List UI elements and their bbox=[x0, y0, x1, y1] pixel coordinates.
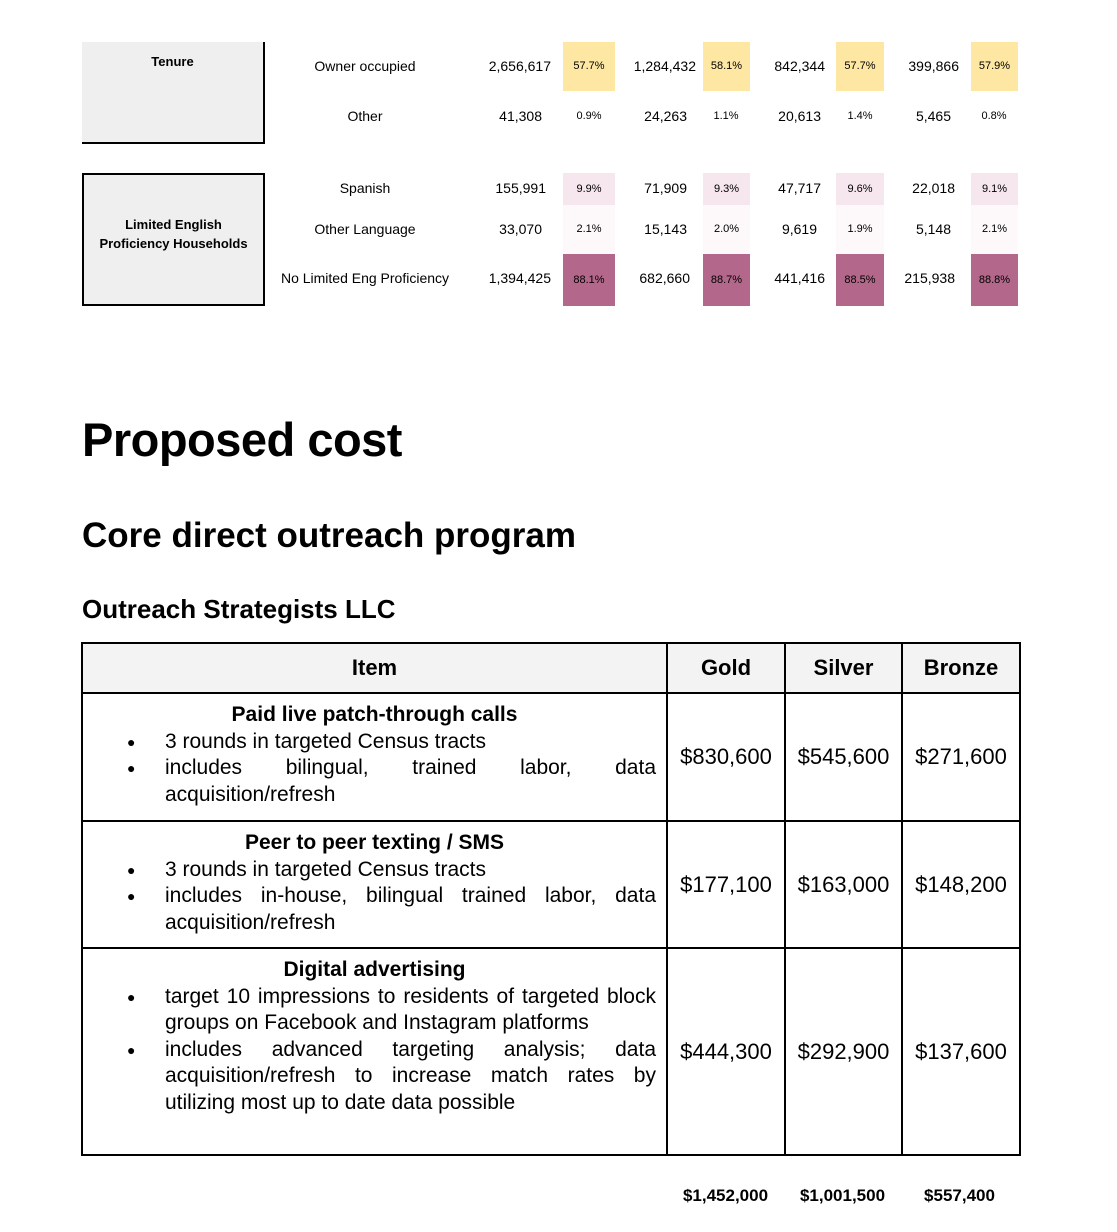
page-title: Proposed cost bbox=[82, 413, 402, 466]
row-label: Owner occupied bbox=[314, 58, 416, 74]
header-item: Item bbox=[82, 643, 667, 693]
count-cell: 22,018 bbox=[912, 180, 955, 196]
row-label: No Limited Eng Proficiency bbox=[280, 270, 450, 286]
count-cell: 15,143 bbox=[644, 221, 687, 237]
count-cell: 2,656,617 bbox=[488, 58, 551, 74]
count-cell: 682,660 bbox=[639, 270, 690, 286]
count-cell: 33,070 bbox=[499, 221, 542, 237]
item-cell bbox=[82, 948, 667, 1155]
total-gold: $1,452,000 bbox=[682, 1186, 769, 1205]
percent-cell: 88.1% bbox=[563, 254, 615, 306]
percent-cell: 9.6% bbox=[836, 173, 884, 205]
row-label: Other bbox=[347, 108, 383, 124]
count-cell: 9,619 bbox=[781, 221, 817, 237]
bronze-price: $271,600 bbox=[902, 693, 1020, 821]
percent-cell: 57.7% bbox=[563, 42, 615, 91]
gold-price: $444,300 bbox=[667, 948, 785, 1155]
percent-cell: 2.0% bbox=[703, 205, 750, 254]
count-cell: 1,284,432 bbox=[633, 58, 696, 74]
vendor-heading: Outreach Strategists LLC bbox=[82, 594, 396, 624]
lep-category-label-line2: Proficiency Households bbox=[99, 236, 248, 251]
item-bullets bbox=[93, 857, 656, 937]
percent-cell: 0.9% bbox=[576, 110, 602, 122]
lep-category-label-line1: Limited English bbox=[125, 217, 222, 232]
percent-cell: 0.8% bbox=[981, 110, 1007, 122]
header-silver: Silver bbox=[785, 643, 902, 693]
total-bronze: $557,400 bbox=[924, 1186, 995, 1205]
tenure-category-box bbox=[82, 42, 265, 144]
silver-price: $163,000 bbox=[785, 821, 902, 948]
count-cell: 24,263 bbox=[644, 108, 687, 124]
table-header-row bbox=[82, 643, 1020, 693]
table-row bbox=[82, 693, 1020, 821]
count-cell: 47,717 bbox=[778, 180, 821, 196]
bullet: ● 3 rounds in targeted Census tracts bbox=[165, 729, 656, 756]
percent-cell: 9.3% bbox=[703, 173, 750, 205]
percent-cell: 88.8% bbox=[971, 254, 1018, 306]
bullet: ● includes advanced targeting analysis; data acquisition/refresh to increase match rates by utilizing most up to date data possible bbox=[165, 1037, 656, 1117]
table-row bbox=[82, 948, 1020, 1155]
count-cell: 842,344 bbox=[774, 58, 825, 74]
row-label: Other Language bbox=[314, 221, 416, 237]
percent-cell: 9.9% bbox=[563, 173, 615, 205]
gold-price: $830,600 bbox=[667, 693, 785, 821]
silver-price: $545,600 bbox=[785, 693, 902, 821]
count-cell: 155,991 bbox=[495, 180, 546, 196]
bullet: ● includes bilingual, trained labor, data acquisition/refresh bbox=[165, 755, 656, 808]
item-title: Digital advertising bbox=[283, 958, 466, 981]
bullet: ● 3 rounds in targeted Census tracts bbox=[165, 857, 656, 884]
percent-cell: 1.1% bbox=[713, 110, 739, 122]
bronze-price: $148,200 bbox=[902, 821, 1020, 948]
tenure-category-label: Tenure bbox=[151, 54, 194, 69]
count-cell: 5,148 bbox=[915, 221, 951, 237]
percent-cell: 9.1% bbox=[971, 173, 1018, 205]
silver-price: $292,900 bbox=[785, 948, 902, 1155]
percent-cell: 1.4% bbox=[847, 110, 873, 122]
count-cell: 399,866 bbox=[908, 58, 959, 74]
count-cell: 41,308 bbox=[499, 108, 542, 124]
count-cell: 71,909 bbox=[644, 180, 687, 196]
item-title: Paid live patch-through calls bbox=[231, 703, 518, 726]
count-cell: 20,613 bbox=[778, 108, 821, 124]
percent-cell: 2.1% bbox=[563, 205, 615, 254]
item-cell bbox=[82, 693, 667, 821]
percent-cell: 1.9% bbox=[836, 205, 884, 254]
percent-cell: 2.1% bbox=[971, 205, 1018, 254]
header-bronze: Bronze bbox=[902, 643, 1020, 693]
percent-cell: 57.7% bbox=[836, 42, 884, 91]
item-bullets bbox=[93, 984, 656, 1117]
section-heading: Core direct outreach program bbox=[82, 516, 576, 555]
item-cell bbox=[82, 821, 667, 948]
cost-table bbox=[81, 642, 1021, 1156]
total-silver: $1,001,500 bbox=[799, 1186, 886, 1205]
gold-price: $177,100 bbox=[667, 821, 785, 948]
percent-cell: 57.9% bbox=[971, 42, 1018, 91]
item-bullets bbox=[93, 729, 656, 809]
bullet: ● includes in-house, bilingual trained labor, data acquisition/refresh bbox=[165, 883, 656, 936]
header-gold: Gold bbox=[667, 643, 785, 693]
lep-category-box bbox=[82, 173, 265, 306]
count-cell: 5,465 bbox=[915, 108, 951, 124]
table-row bbox=[82, 821, 1020, 948]
item-title: Peer to peer texting / SMS bbox=[244, 831, 505, 854]
percent-cell: 58.1% bbox=[703, 42, 750, 91]
count-cell: 215,938 bbox=[904, 270, 955, 286]
bullet: ● target 10 impressions to residents of targeted block groups on Facebook and Instagram platforms bbox=[165, 984, 656, 1037]
row-label: Spanish bbox=[339, 180, 391, 196]
percent-cell: 88.7% bbox=[703, 254, 750, 306]
count-cell: 441,416 bbox=[774, 270, 825, 286]
bronze-price: $137,600 bbox=[902, 948, 1020, 1155]
percent-cell: 88.5% bbox=[836, 254, 884, 306]
count-cell: 1,394,425 bbox=[488, 270, 551, 286]
